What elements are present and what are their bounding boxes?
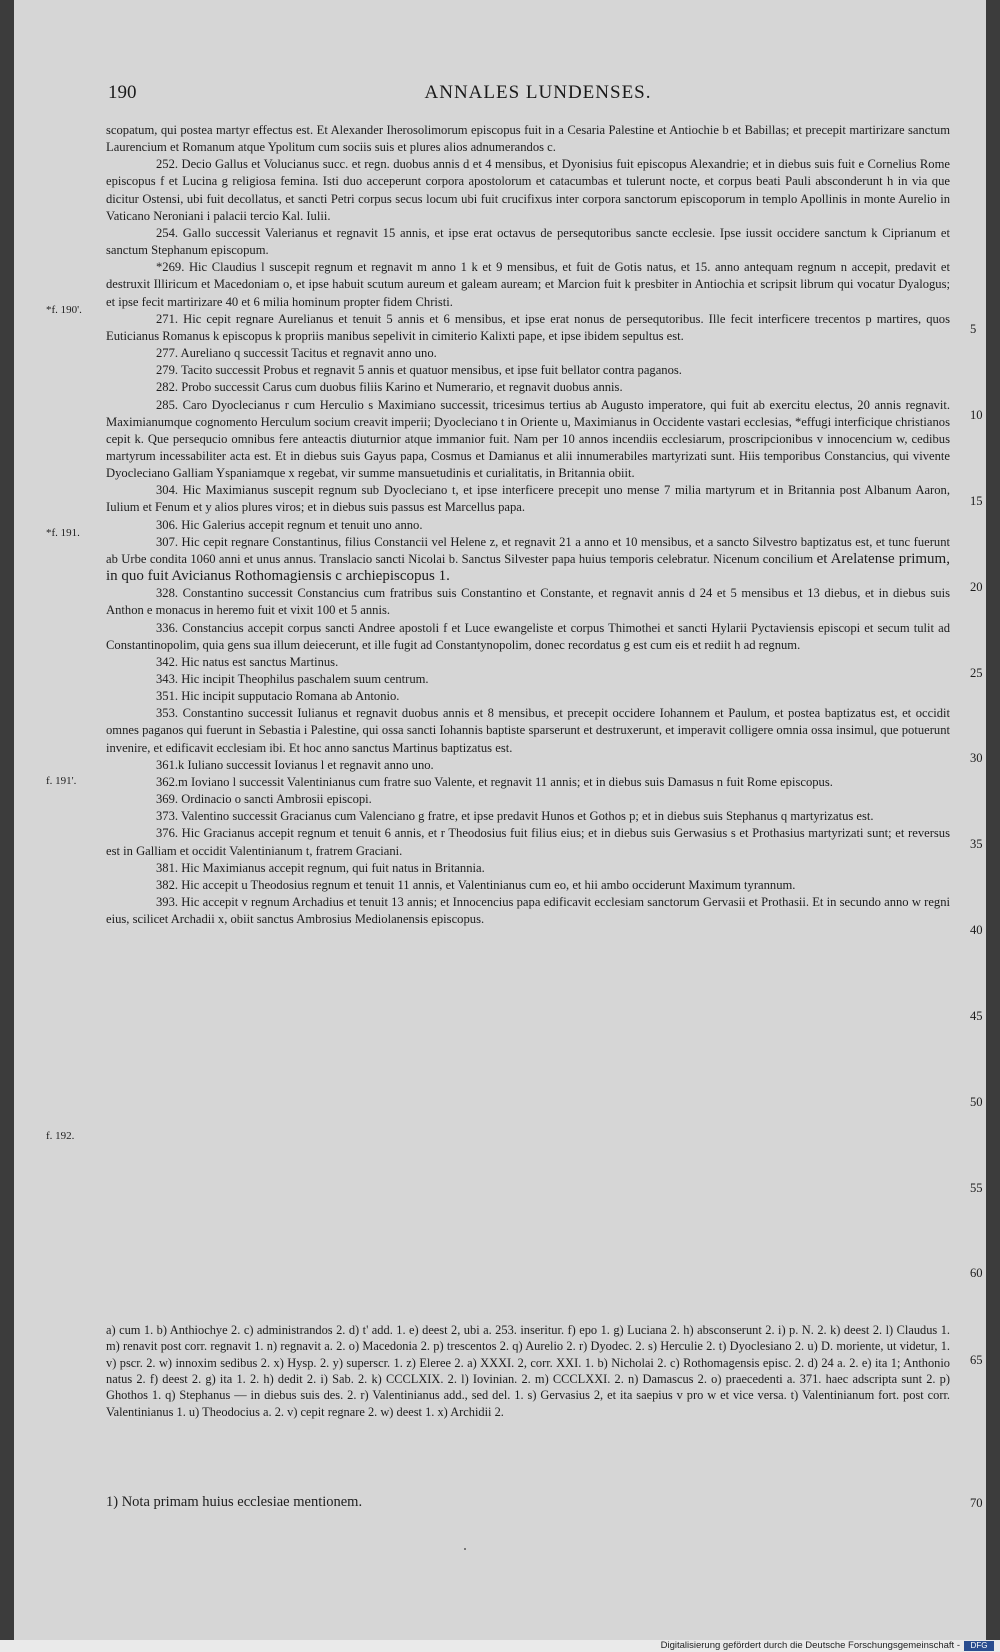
digitization-bar [0, 1640, 1000, 1652]
funding-notice: Digitalisierung gefördert durch die Deutsche Forschungsgemeinschaft - [660, 1640, 960, 1651]
paragraph-text: 362.m Ioviano l successit Valentinianus cum fratre suo Valente, et regnavit 11 annis; et in diebus suis Damasus n fuit Rome episcopus. [156, 774, 833, 789]
paragraph-text: 343. Hic incipit Theophilus paschalem suum centrum. [156, 672, 429, 686]
text-paragraph [106, 397, 950, 483]
paragraph-text: 351. Hic incipit supputacio Romana ab Antonio. [156, 689, 400, 704]
paragraph-text: 254. Gallo successit Valerianus et regnavit 15 annis, et ipse erat octavus de persequtoribus sancte ecclesie. Ipse iussit occidere sanctum k Ciprianum et sanctum Stephanum episcopum. [106, 225, 950, 258]
dfg-logo-icon: DFG [964, 1641, 994, 1651]
text-paragraph [106, 860, 950, 877]
paragraph-text: 376. Hic Gracianus accepit regnum et tenuit 6 annis, et r Theodosius fuit filius eius; et in diebus suis Gerwasius s et Prothasius martyrizati sunt; et reversus est in Galliam et occidit Valentinianum t, fratrem Graciani. [106, 826, 950, 858]
paragraph-text: scopatum, qui postea martyr effectus est. Et Alexander Iherosolimorum episcopus fuit in a Cesaria Palestine et Antiochie b et Babillas; et precepit martirizare sanctum Laurencium et Romanum atque Ypolitum cum sociis suis et plures alios adnumerandos c. [106, 123, 950, 155]
text-paragraph [106, 585, 950, 619]
line-number: 5 [970, 322, 977, 336]
paragraph-tail-text: et Arelatense primum, in quo fuit Avicianus Rothomagiensis c archiepiscopus 1. [106, 550, 950, 585]
page-header [108, 82, 968, 112]
footnote [106, 1494, 983, 1511]
text-paragraph [106, 225, 950, 259]
paragraph-text: 252. Decio Gallus et Volucianus succ. et regn. duobus annis d et 4 mensibus, et Dyonisius fuit episcopus Alexandrie; et in diebus suis fuit e Cornelius Rome episcopus f et Lucina g religiosa femina. Isti duo acceperunt corpora apostolorum et catacumbas et tulerunt nocte, et corpus beati Pauli absconderunt h in via que dicitur Ostensi, ubi fuit decollatus, et sancti Petri corpus secus locum ubi fuit crucifixus inter corpora sanctorum episcoporum in templo Apollinis in monte Aurelio in Vaticano Neroniani i palacii tercio Kal. Iulii. [106, 157, 950, 223]
text-paragraph [106, 654, 950, 671]
paragraph-text: 328. Constantino successit Constancius cum fratribus suis Constantino et Constante, et regnavit annis d 24 et 5 mensibus et 13 diebus, et in diebus suis Anthon e monacus in heremo fuit et vixit 100 et 5 annis. [106, 586, 950, 618]
paragraph-text: 342. Hic natus est sanctus Martinus. [156, 654, 339, 669]
paragraph-text: 381. Hic Maximianus accepit regnum, qui fuit natus in Britannia. [156, 860, 485, 875]
page-number: 190 [108, 82, 137, 103]
text-paragraph [106, 808, 950, 825]
text-paragraph [106, 156, 950, 225]
paragraph-text: 271. Hic cepit regnare Aurelianus et tenuit 5 annis et 6 mensibus, et ipse erat nonus de persequtoribus. Ille fecit interficere trecentos p martires, quos Euticianus Romanus k episcopus k propriis manibus sepelivit in cimiterio Kalixti pape, et ipse ibidem sepultus est. [106, 311, 950, 343]
line-number: 50 [970, 1095, 983, 1109]
paragraph-text: 382. Hic accepit u Theodosius regnum et tenuit 11 annis, et Valentinianus cum eo, et hii ambo occiderunt Maximum tyrannum. [156, 877, 796, 892]
text-paragraph [106, 311, 950, 345]
paragraph-text: 361.k Iuliano successit Iovianus l et regnavit anno uno. [156, 757, 434, 772]
paragraph-text: 306. Hic Galerius accepit regnum et tenuit uno anno. [156, 517, 423, 532]
text-paragraph [106, 362, 950, 379]
text-paragraph [106, 894, 950, 928]
paragraph-text: 353. Constantino successit Iulianus et regnavit duobus annis et 8 mensibus, et precepit occidere Iohannem et Paulum, et postea baptizatus est, et occidit omnes paganos qui fuerunt in Sebastia i Palestine, qui ossa sancti Iohannis baptiste sparserunt et destruxerunt, et imperavit colligere omnia ossa insimul, que potuerunt invenire, et edificavit ecclesiam ibi. Et hoc anno sanctus Martinus baptizatus est. [106, 706, 950, 755]
scan-speck [464, 1548, 466, 1550]
text-paragraph [106, 534, 950, 585]
line-number: 20 [970, 580, 983, 594]
line-number: 45 [970, 1009, 983, 1023]
folio-marker: *f. 190'. [46, 304, 82, 316]
text-paragraph [106, 620, 950, 654]
folio-marker: f. 192. [46, 1130, 75, 1142]
line-number: 55 [970, 1181, 983, 1195]
text-paragraph [106, 757, 950, 774]
main-text [46, 122, 983, 1280]
document-page [14, 0, 986, 1640]
running-title: ANNALES LUNDENSES. [424, 82, 652, 103]
paragraph-text: 282. Probo successit Carus cum duobus filiis Karino et Numerario, et regnavit duobus annis. [156, 380, 623, 395]
paragraph-text: 336. Constancius accepit corpus sancti Andree apostoli f et Luce ewangeliste et corpus Thimothei et sancti Hylarii Pyctaviensis episcopi et secum tulit ad Constantinopolim, quia gens sua illum deiecerunt, et ille fugit ad Constantynopolim, donec recordatus g est cum eis et rediit h ad regnum. [106, 620, 950, 652]
paragraph-text: 279. Tacito successit Probus et regnavit 5 annis et quatuor mensibus, et ipse fuit bellator contra paganos. [156, 363, 682, 378]
text-paragraph [106, 379, 950, 396]
folio-marker: *f. 191. [46, 527, 80, 539]
text-paragraph [106, 259, 950, 310]
line-number: 25 [970, 666, 983, 680]
text-paragraph [106, 517, 950, 534]
paragraph-text: 373. Valentino successit Gracianus cum Valenciano g fratre, et ipse predavit Hunos et Gothos p; et in diebus suis Stephanus q martyrizatus est. [156, 809, 874, 824]
line-number: 15 [970, 494, 983, 508]
folio-marker: f. 191'. [46, 775, 77, 787]
paragraph-text: 277. Aureliano q successit Tacitus et regnavit anno uno. [156, 346, 437, 361]
line-number: 60 [970, 1266, 983, 1280]
text-paragraph [106, 482, 950, 516]
footnote-line-number: 70 [970, 1496, 983, 1510]
apparatus-text: a) cum 1. b) Anthiochye 2. c) administrandos 2. d) t' add. 1. e) deest 2, ubi a. 253. inseritur. f) epo 1. g) Luciana 2. h) absconserunt 2. i) p. N. 2. k) deest 2. l) Claudus 1. m) renavit post corr. regnavit 1. n) regnavit a. 2. o) Macedonia 2. p) trescentos 2. q) Aurelio 2. r) Dyodec. 2. s) Herculie 2. t) Dyoclesiano 2. u) D. moriente, ut videtur, 1. v) pscr. 2. w) innoxim sedibus 2. x) Hysp. 2. y) superscr. 1. z) Eleree 2. a) XXXI. 2, corr. XXI. 1. b) Nicholai 2. c) Rothomagensis episc. 2. d) 24 a. 2. e) ita 1; Anthonio natus 2. f) deest 2. g) ita 1. 2. h) dedit 2. i) Sab. 2. k) CCCLXIX. 2. l) Iovinian. 2. m) CCCLXXI. 2. n) Damascus 2. o) praecedenti a. 371. haec adscripta sunt 2. p) Ghothos 1. q) Stephanus — in diebus suis des. 2. r) Valentinianus add., sed del. 1. s) Gervasius 2, et ita saepius v pro w et vice versa. t) Valentinianum fort. post corr. Valentinianus 1. u) Theodocius a. 2. v) cepit regnare 2. w) deest 1. x) Archidii 2. [106, 1323, 950, 1419]
line-number: 35 [970, 837, 983, 851]
apparatus-line-number: 65 [970, 1353, 983, 1367]
critical-apparatus [106, 1322, 983, 1420]
paragraph-text: 307. Hic cepit regnare Constantinus, filius Constancii vel Helene z, et regnavit 21 a anno et 10 mensibus, et a sancto Silvestro baptizatus est, et tunc fuerunt ab Urbe condita 1060 anni et unus annus. Translacio sancti Nicolai b. Sanctus Silvester papa huius temporis celebratur. Nicenum concilium [106, 534, 950, 566]
paragraph-text: 304. Hic Maximianus suscepit regnum sub Dyocleciano t, et ipse interficere precepit uno mense 7 milia martyrum et in Britannia post Albanum Aaron, Iulium et Fenum et y alios plures viros; et in diebus suis passus est Marcellus papa. [106, 483, 950, 515]
text-paragraph [106, 345, 950, 362]
text-paragraph [106, 671, 950, 688]
text-paragraph [106, 774, 950, 791]
paragraph-text: 285. Caro Dyoclecianus r cum Herculio s Maximiano successit, tricesimus tertius ab Augusto imperatore, qui fuit ab exercitu electus, 20 annis regnavit. Maximianumque cognomento Herculum socium creavit imperii; Dyocleciano t in Oriente u, Maximianus in Occidente vastari ecclesias, *effugi interficique christianos cepit k. Que persequcio omnibus fere anteactis diuturnior atque immanior fuit. Nam per 10 annos incendiis ecclesiarum, proscripcionibus v innocencium w, cedibus martyrum incessabiliter acta est. Et in diebus suis Gayus papa, Cosmus et Damianus et alii innumerabiles martyrizati sunt. Hiis temporibus Constancius, qui vivente Dyocleciano Galliam Yspaniamque x regebat, vir summe mansuetudinis et curialitatis, in Britannia obiit. [106, 397, 950, 481]
text-paragraph [106, 825, 950, 859]
paragraph-text: *269. Hic Claudius l suscepit regnum et regnavit m anno 1 k et 9 mensibus, et fuit de Gotis natus, et 15. anno antequam regnum n accepit, predavit et destruxit Illiricum et Macedoniam o, et ipse habuit scutum aureum et galeam auream; et Marcion fuit k presbiter in Antiochia et scripsit librum qui vocatur Dyalogus; et ipse fecit martirizare 40 et 6 milia hominum propter fidem Christi. [106, 260, 950, 309]
footnote-text: 1) Nota primam huius ecclesiae mentionem. [106, 1494, 363, 1510]
text-paragraph [106, 791, 950, 808]
line-number: 40 [970, 923, 983, 937]
text-paragraph [106, 705, 950, 756]
line-number: 10 [970, 408, 983, 422]
paragraph-text: 369. Ordinacio o sancti Ambrosii episcopi. [156, 792, 372, 807]
line-number: 30 [970, 751, 983, 765]
text-paragraph [106, 877, 950, 894]
text-paragraph [106, 688, 950, 705]
paragraph-text: 393. Hic accepit v regnum Archadius et tenuit 13 annis; et Innocencius papa edificavit ecclesiam sanctorum Gervasii et Prothasii. Et in secundo anno w regni eius, scilicet Archadii x, obiit sanctus Ambrosius Mediolanensis episcopus. [106, 895, 950, 927]
text-paragraph [106, 122, 950, 156]
